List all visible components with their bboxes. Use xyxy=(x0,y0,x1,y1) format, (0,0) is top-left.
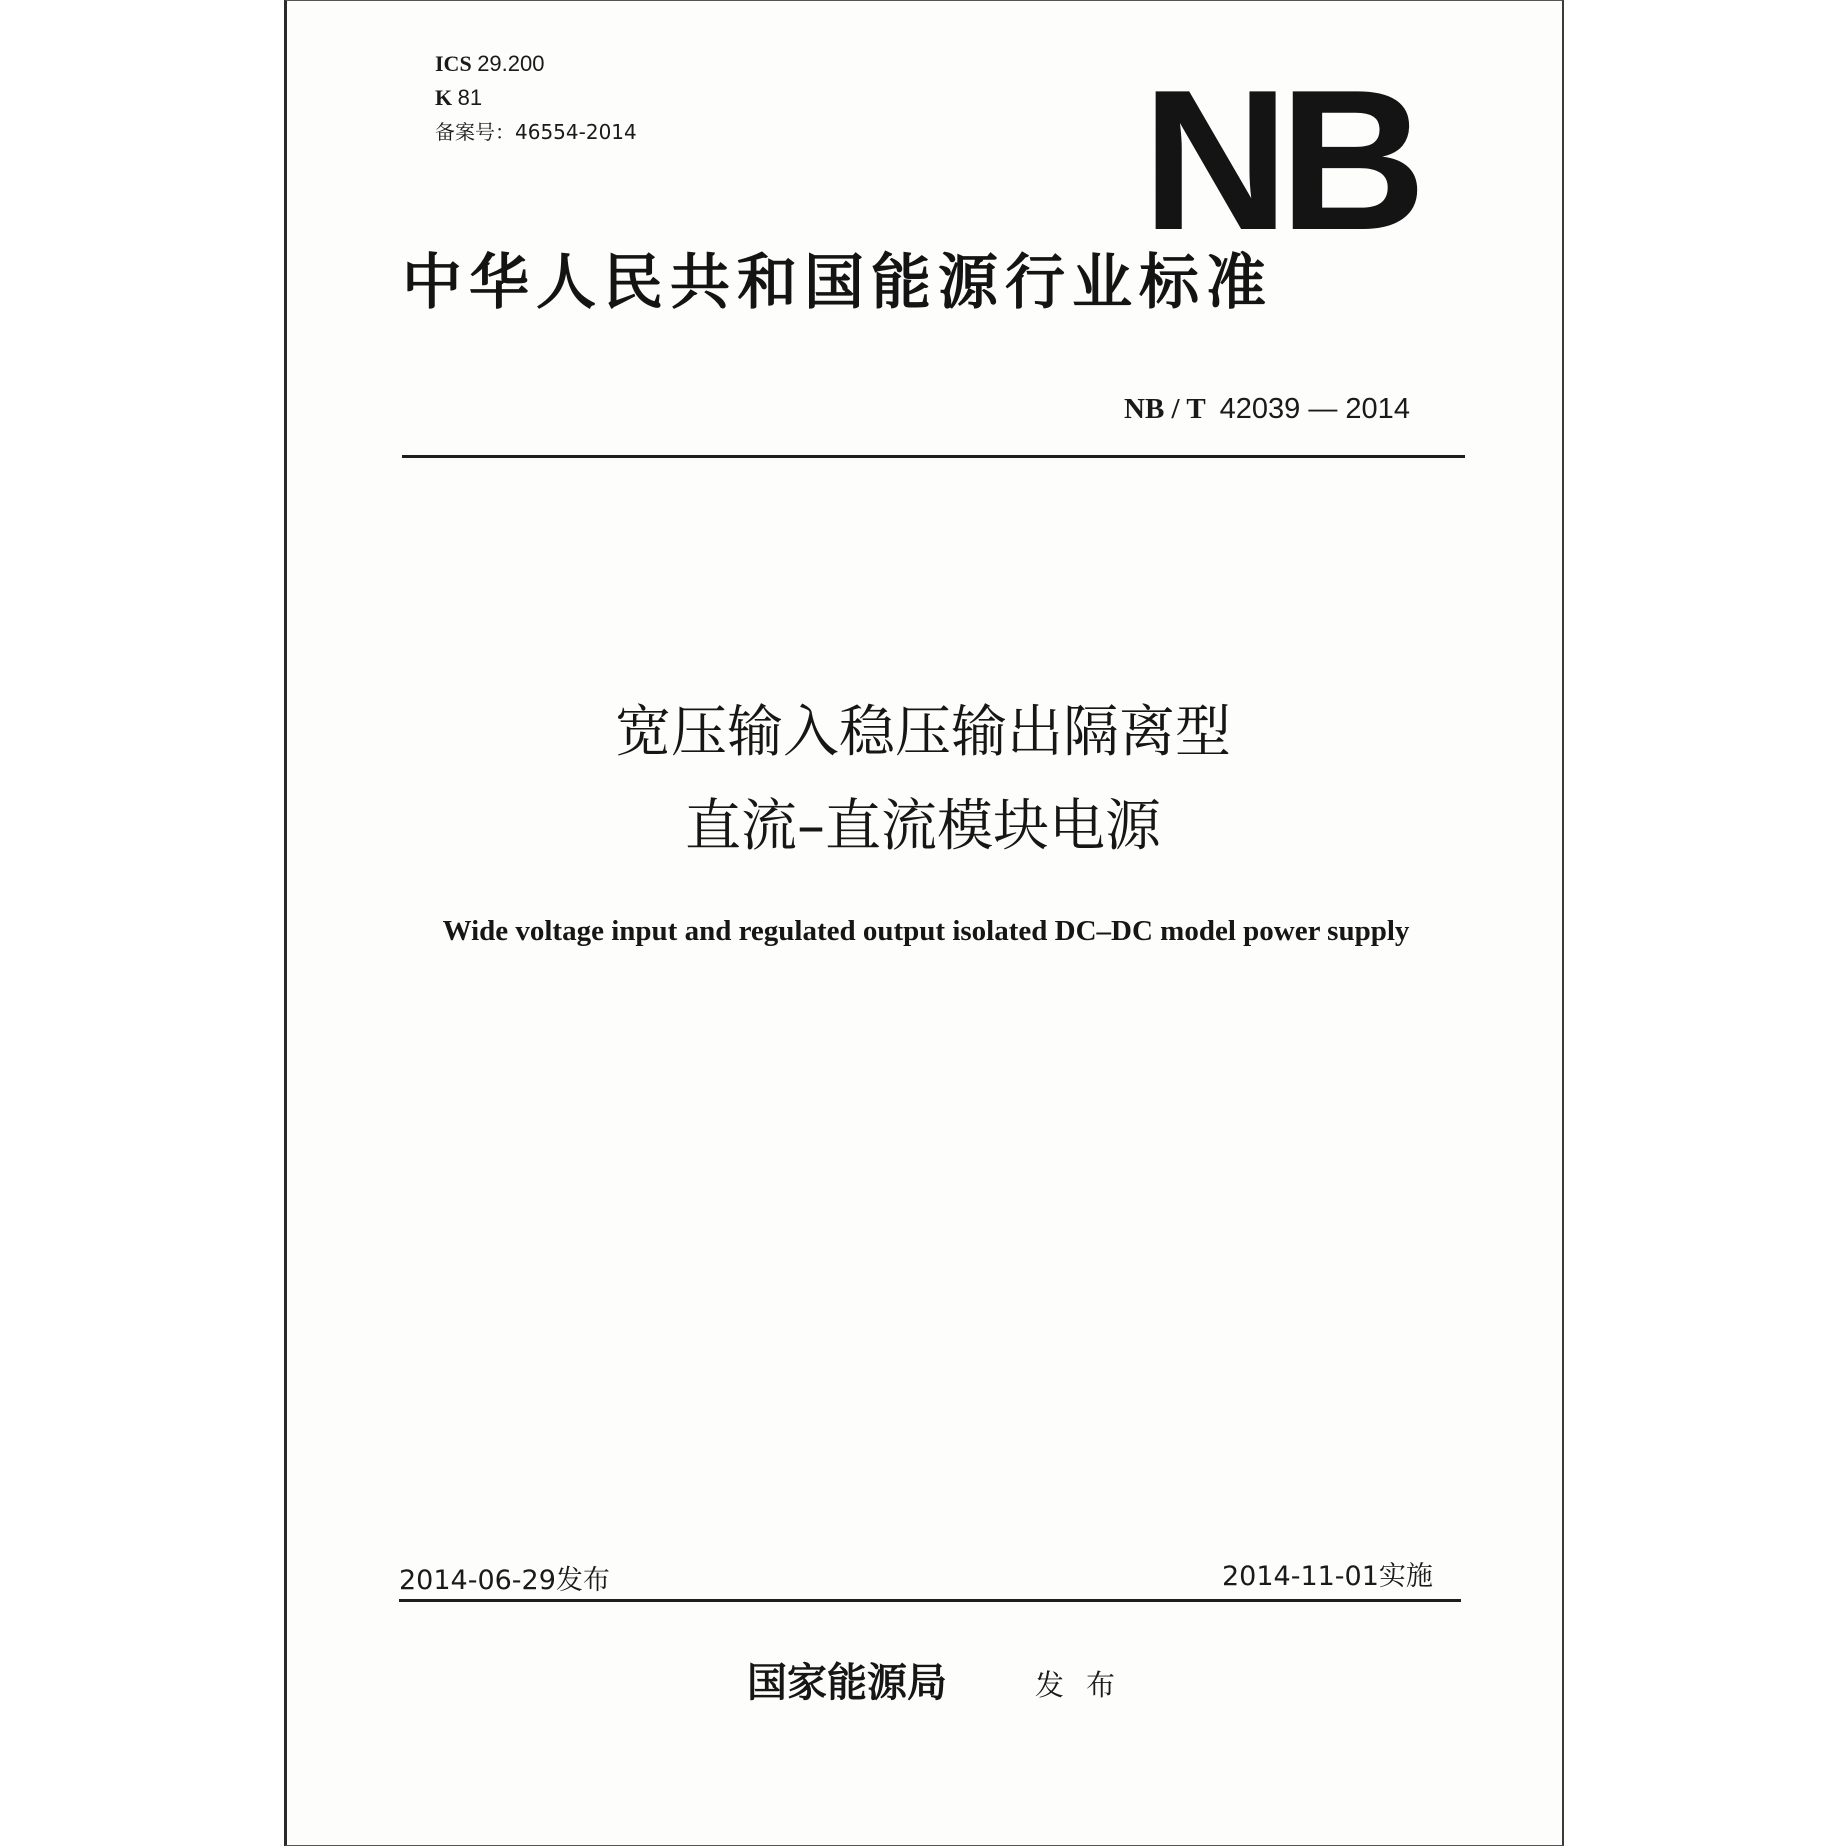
implementation-date: 2014-11-01实施 xyxy=(1222,1561,1433,1592)
issuing-authority: 国家能源局 xyxy=(747,1659,947,1706)
top-divider xyxy=(402,455,1465,458)
ics-value: 29.200 xyxy=(477,51,545,76)
industry-standard-title: 中华人民共和国能源行业标准 xyxy=(402,248,1273,318)
k-label: K xyxy=(435,85,453,110)
nb-logo: NB xyxy=(1142,49,1417,272)
document-title-cn-line1: 宽压输入稳压输出隔离型 xyxy=(615,700,1231,765)
registration-number: 备案号：46554-2014 xyxy=(435,120,637,144)
bottom-divider xyxy=(399,1599,1461,1602)
ics-label: ICS xyxy=(435,51,472,76)
standard-cover xyxy=(284,0,1564,1846)
standard-number xyxy=(1124,395,1410,424)
standard-number-value: 42039 — 2014 xyxy=(1219,393,1410,425)
classification-code xyxy=(435,87,482,109)
issue-action: 发布 xyxy=(1035,1668,1138,1702)
k-value: 81 xyxy=(457,85,483,110)
ics-code xyxy=(435,53,544,75)
standard-number-prefix: NB / T xyxy=(1124,393,1206,425)
issue-date: 2014-06-29发布 xyxy=(399,1565,610,1596)
document-title-cn-line2: 直流–直流模块电源 xyxy=(685,794,1161,859)
document-title-en: Wide voltage input and regulated output isolated DC–DC model power supply xyxy=(442,915,1410,947)
